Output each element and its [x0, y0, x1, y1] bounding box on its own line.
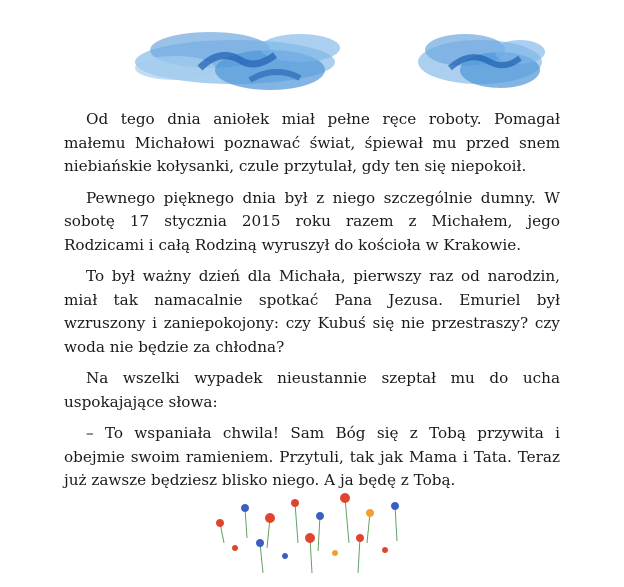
story-text: [64, 108, 560, 501]
paragraph: Na wszelki wypadek nieustannie szeptał mu do ucha uspokajające słowa:: [64, 369, 560, 411]
cloud-right: [418, 34, 545, 88]
watercolor-clouds: [0, 0, 624, 120]
cloud-left: [135, 32, 340, 90]
paragraph: Od tego dnia aniołek miał pełne ręce roboty. Pomagał małemu Michałowi poznawać świat, śpiewał mu przed snem niebiańskie kołysanki, czule przytulał, gdy ten się niepokoił.: [64, 110, 560, 175]
paragraph: Pewnego pięknego dnia był z niego szczególnie dumny. W sobotę 17 stycznia 2015 roku razem z Michałem, jego Rodzicami i całą Rodziną wyruszył do kościoła w Krakowie.: [64, 188, 560, 254]
paragraph: To był ważny dzień dla Michała, pierwszy raz od narodzin, miał tak namacalnie spotkać Pana Jezusa. Emuriel był wzruszony i zaniepokojony: czy Kubuś się nie przestraszy? czy woda nie będzie za chłodna?: [64, 267, 560, 356]
paragraph: – To wspaniała chwila! Sam Bóg się z Tobą przywita i obejmie swoim ramieniem. Przytuli, tak jak Mama i Tata. Teraz już zawsze będziesz blisko niego. A ja będę z Tobą.: [64, 424, 560, 489]
flower-meadow: [200, 478, 420, 587]
